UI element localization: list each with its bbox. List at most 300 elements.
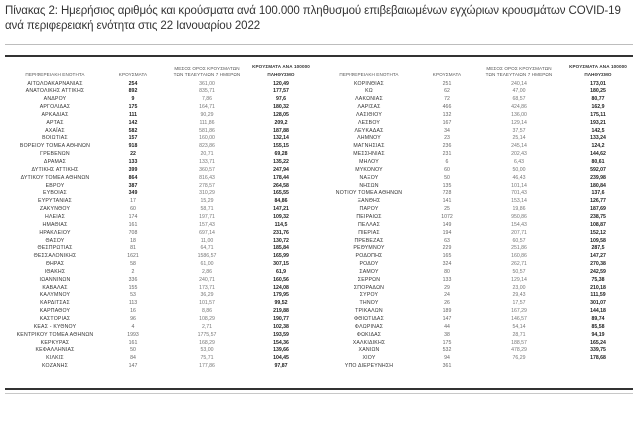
table-row <box>0 88 644 96</box>
avg7-cell: 36,29 <box>200 292 214 299</box>
rate-cell: 173,01 <box>590 80 606 87</box>
cases-cell: 892 <box>128 88 138 95</box>
avg7-cell: 950,86 <box>511 213 527 220</box>
table-row <box>0 253 644 261</box>
cases-cell: 728 <box>442 190 452 197</box>
avg7-cell: 154,43 <box>511 221 527 228</box>
rate-cell: 177,57 <box>273 88 289 95</box>
avg7-cell: 101,14 <box>511 182 527 189</box>
header-rate-line2: ΠΛΗΘΥΣΜΟ <box>267 72 295 77</box>
rate-cell: 126,77 <box>590 198 606 205</box>
region-cell: ΑΝΑΤΟΛΙΚΗΣ ΑΤΤΙΚΗΣ <box>25 88 85 95</box>
rate-cell: 178,44 <box>273 174 289 181</box>
avg7-cell: 101,57 <box>199 300 215 307</box>
bottom-rule-thick <box>5 388 633 390</box>
region-cell: ΑΧΑΪΑΣ <box>45 127 65 134</box>
avg7-cell: 1775,57 <box>197 331 217 338</box>
cases-cell: 60 <box>444 166 450 173</box>
region-cell: ΚΑΒΑΛΑΣ <box>42 284 68 291</box>
table-row <box>0 347 644 355</box>
avg7-cell: 153,14 <box>511 198 527 205</box>
rate-cell: 154,36 <box>273 339 289 346</box>
table-row <box>0 104 644 112</box>
rate-cell: 111,59 <box>590 292 606 299</box>
region-cell: ΑΡΚΑΔΙΑΣ <box>41 111 69 118</box>
cases-cell: 251 <box>442 80 452 87</box>
cases-cell: 175 <box>128 104 138 111</box>
region-cell: ΜΗΛΟΥ <box>359 159 379 165</box>
rate-cell: 155,15 <box>273 143 289 150</box>
avg7-cell: 310,29 <box>199 190 215 197</box>
rate-cell: 219,88 <box>273 308 289 315</box>
cases-cell: 399 <box>128 166 138 173</box>
table-row <box>0 128 644 136</box>
table-row <box>0 198 644 206</box>
avg7-cell: 28,71 <box>512 331 526 338</box>
rate-cell: 247,94 <box>273 166 289 173</box>
cases-cell: 149 <box>442 221 452 228</box>
region-cell: ΛΑΡΙΣΑΣ <box>357 104 381 111</box>
avg7-cell: 157,43 <box>199 221 215 228</box>
avg7-cell: 136,00 <box>511 111 527 118</box>
rate-cell: 120,49 <box>273 80 289 87</box>
avg7-cell: 197,71 <box>199 213 215 220</box>
cases-cell: 4 <box>131 323 135 330</box>
cases-cell: 34 <box>444 127 450 134</box>
avg7-cell: 160,86 <box>511 253 527 260</box>
region-cell: ΑΡΓΟΛΙΔΑΣ <box>39 104 71 111</box>
region-cell: ΕΥΒΟΙΑΣ <box>43 190 67 197</box>
cases-cell: 38 <box>444 331 450 338</box>
table-row <box>0 363 644 371</box>
table-row <box>0 261 644 269</box>
avg7-cell: 29,43 <box>512 292 526 299</box>
avg7-cell: 54,14 <box>512 323 526 330</box>
rate-cell: 109,32 <box>273 213 289 220</box>
rate-cell: 187,88 <box>273 127 289 134</box>
cases-cell: 155 <box>128 284 138 291</box>
header-avg7-line1: ΜΕΣΟΣ ΟΡΟΣ ΚΡΟΥΣΜΑΤΩΝ <box>174 66 240 71</box>
avg7-cell: 129,14 <box>511 276 527 283</box>
cases-cell: 236 <box>442 143 452 150</box>
cases-cell: 157 <box>128 135 138 142</box>
region-cell: ΖΑΚΥΝΘΟΥ <box>39 206 71 213</box>
header-rate-line1: ΚΡΟΥΣΜΑΤΑ ΑΝΑ 100000 <box>569 64 627 69</box>
rate-cell: 301,07 <box>590 300 606 307</box>
region-cell: ΜΕΣΣΗΝΙΑΣ <box>353 151 385 158</box>
table-row <box>0 206 644 214</box>
avg7-cell: 50,57 <box>512 268 526 275</box>
cases-cell: 174 <box>128 213 138 220</box>
rate-cell: 144,62 <box>590 151 606 158</box>
region-cell: ΦΛΩΡΙΝΑΣ <box>354 323 384 330</box>
cases-cell: 84 <box>130 355 136 362</box>
cases-cell: 167 <box>442 119 452 126</box>
table-row <box>0 190 644 198</box>
region-cell: ΗΛΕΙΑΣ <box>45 213 65 220</box>
avg7-cell: 278,57 <box>199 182 215 189</box>
region-cell: ΚΙΛΚΙΣ <box>46 355 64 362</box>
avg7-cell: 823,86 <box>199 143 215 150</box>
cases-cell: 254 <box>128 80 138 87</box>
cases-cell: 113 <box>128 300 138 307</box>
table-row <box>0 159 644 167</box>
avg7-cell: 50,00 <box>512 166 526 173</box>
region-cell: ΒΟΡΕΙΟΥ ΤΟΜΕΑ ΑΘΗΝΩΝ <box>19 143 91 150</box>
region-cell: ΚΟΖΑΝΗΣ <box>41 363 69 370</box>
rate-cell: 160,56 <box>273 276 289 283</box>
table-row <box>0 120 644 128</box>
rate-cell: 132,14 <box>273 135 289 142</box>
avg7-cell: 11,00 <box>200 237 214 244</box>
table-row <box>0 135 644 143</box>
rate-cell: 108,87 <box>590 221 606 228</box>
avg7-cell: 701,43 <box>511 190 527 197</box>
avg7-cell: 262,71 <box>511 261 527 268</box>
cases-cell: 165 <box>442 253 452 260</box>
avg7-cell: 76,29 <box>512 355 526 362</box>
avg7-cell: 146,57 <box>511 316 527 322</box>
avg7-cell: 245,14 <box>511 143 527 150</box>
header-cases: ΚΡΟΥΣΜΑΤΑ <box>432 72 462 77</box>
rate-cell: 104,45 <box>273 355 289 362</box>
cases-cell: 96 <box>130 316 136 322</box>
avg7-cell: 37,57 <box>512 127 526 134</box>
avg7-cell: 816,43 <box>199 174 215 181</box>
avg7-cell: 240,14 <box>511 80 527 87</box>
avg7-cell: 173,71 <box>199 284 215 291</box>
table-row <box>0 214 644 222</box>
cases-cell: 324 <box>442 261 452 268</box>
region-cell: ΔΥΤΙΚΗΣ ΑΤΤΙΚΗΣ <box>31 166 79 173</box>
region-cell: ΣΥΡΟΥ <box>359 292 379 299</box>
header-avg7-line2: ΤΩΝ ΤΕΛΕΥΤΑΙΩΝ 7 ΗΜΕΡΩΝ <box>485 72 553 77</box>
avg7-cell: 108,29 <box>199 316 215 322</box>
rate-cell: 84,86 <box>274 198 288 205</box>
cases-cell: 94 <box>444 355 450 362</box>
region-cell: ΦΘΙΩΤΙΔΑΣ <box>353 316 385 322</box>
table-row <box>0 112 644 120</box>
region-cell: ΚΑΡΠΑΘΟΥ <box>39 308 71 315</box>
avg7-cell: 133,71 <box>199 159 215 165</box>
region-cell: ΙΘΑΚΗΣ <box>44 268 66 275</box>
avg7-cell: 23,00 <box>512 284 526 291</box>
rate-cell: 238,75 <box>590 213 606 220</box>
avg7-cell: 8,86 <box>201 308 213 315</box>
region-cell: ΛΑΚΩΝΙΑΣ <box>355 96 383 103</box>
rate-cell: 85,58 <box>591 323 605 330</box>
table-row <box>0 222 644 230</box>
cases-cell: 23 <box>444 135 450 142</box>
cases-cell: 132 <box>442 111 452 118</box>
rate-cell: 264,58 <box>273 182 289 189</box>
bottom-rule-thin <box>5 393 633 394</box>
region-cell: ΜΑΓΝΗΣΙΑΣ <box>353 143 385 150</box>
region-cell: ΚΩ <box>365 88 373 95</box>
avg7-cell: 581,86 <box>199 127 215 134</box>
rate-cell: 133,24 <box>590 135 606 142</box>
avg7-cell: 160,00 <box>199 135 215 142</box>
cases-cell: 44 <box>444 323 450 330</box>
rate-cell: 190,77 <box>273 316 289 322</box>
avg7-cell: 424,86 <box>511 104 527 111</box>
rate-cell: 165,55 <box>273 190 289 197</box>
rate-cell: 242,59 <box>590 268 606 275</box>
cases-cell: 175 <box>442 339 452 346</box>
avg7-cell: 240,71 <box>199 276 215 283</box>
region-cell: ΗΡΑΚΛΕΙΟΥ <box>39 229 71 236</box>
avg7-cell: 19,86 <box>512 206 526 213</box>
region-cell: ΘΑΣΟΥ <box>45 237 65 244</box>
cases-cell: 194 <box>442 229 452 236</box>
avg7-cell: 164,71 <box>199 104 215 111</box>
cases-cell: 161 <box>128 221 138 228</box>
cases-cell: 1993 <box>127 331 139 338</box>
top-rule-thick <box>5 55 633 57</box>
rate-cell: 75,38 <box>591 276 605 283</box>
avg7-cell: 60,57 <box>512 237 526 244</box>
avg7-cell: 90,29 <box>200 111 214 118</box>
region-cell: ΛΕΥΚΑΔΑΣ <box>354 127 384 134</box>
avg7-cell: 111,86 <box>199 119 215 126</box>
region-cell: ΣΑΜΟΥ <box>359 268 379 275</box>
rate-cell: 135,22 <box>273 159 289 165</box>
region-cell: ΚΕΑΣ - ΚΥΘΝΟΥ <box>33 323 77 330</box>
avg7-cell: 168,29 <box>199 339 215 346</box>
region-cell: ΧΙΟΥ <box>362 355 376 362</box>
region-cell: ΝΟΤΙΟΥ ΤΟΜΕΑ ΑΘΗΝΩΝ <box>335 190 403 197</box>
region-cell: ΚΑΡΔΙΤΣΑΣ <box>40 300 70 307</box>
avg7-cell: 251,86 <box>511 245 527 252</box>
cases-cell: 81 <box>130 245 136 252</box>
rate-cell: 61,9 <box>275 268 287 275</box>
table-row <box>0 183 644 191</box>
avg7-cell: 167,29 <box>511 308 527 315</box>
rate-cell: 147,27 <box>590 253 606 260</box>
avg7-cell: 697,14 <box>199 229 215 236</box>
region-cell: ΡΟΔΟΠΗΣ <box>355 253 383 260</box>
region-cell: ΤΗΝΟΥ <box>359 300 379 307</box>
region-cell: ΙΩΑΝΝΙΝΩΝ <box>39 276 71 283</box>
cases-cell: 147 <box>442 316 452 322</box>
region-cell: ΘΗΡΑΣ <box>45 261 65 268</box>
avg7-cell: 17,57 <box>512 300 526 307</box>
cases-cell: 147 <box>128 363 138 370</box>
rate-cell: 97,6 <box>275 96 287 103</box>
cases-cell: 72 <box>444 96 450 103</box>
rate-cell: 180,84 <box>590 182 606 189</box>
region-cell: ΚΑΛΥΜΝΟΥ <box>39 292 71 299</box>
region-cell: ΠΙΕΡΙΑΣ <box>358 229 380 236</box>
region-cell: ΝΗΣΩΝ <box>359 182 379 189</box>
rate-cell: 128,05 <box>273 111 289 118</box>
region-cell: ΦΩΚΙΔΑΣ <box>356 331 382 338</box>
avg7-cell: 61,00 <box>200 261 214 268</box>
table-title: Πίνακας 2: Ημερήσιος αριθμός και κρούσματα ανά 100.000 πληθυσμού επιβεβαιωμένων εγχώριων κρουσμάτων COVID-19 ανά περιφερειακή ενότητα στις 22 Ιανουαρίου 2022 <box>5 5 621 32</box>
table-row <box>0 269 644 277</box>
table-row <box>0 230 644 238</box>
cases-cell: 22 <box>130 151 136 158</box>
cases-cell: 582 <box>128 127 138 134</box>
rate-cell: 239,98 <box>590 174 606 181</box>
region-cell: ΠΕΙΡΑΙΩΣ <box>356 213 382 220</box>
region-cell: ΚΑΣΤΟΡΙΑΣ <box>39 316 71 322</box>
region-cell: ΚΕΝΤΡΙΚΟΥ ΤΟΜΕΑ ΑΘΗΝΩΝ <box>16 331 94 338</box>
cases-cell: 336 <box>128 276 138 283</box>
header-region: ΠΕΡΙΦΕΡΕΙΑΚΗ ΕΝΟΤΗΤΑ <box>25 72 85 77</box>
header-rate-line2: ΠΛΗΘΥΣΜΟ <box>584 72 612 77</box>
table-row <box>0 285 644 293</box>
rate-cell: 592,07 <box>590 166 606 173</box>
cases-cell: 53 <box>130 292 136 299</box>
rate-cell: 178,68 <box>590 355 606 362</box>
cases-cell: 231 <box>442 151 452 158</box>
cases-cell: 9 <box>131 96 135 103</box>
cases-cell: 918 <box>128 143 138 150</box>
avg7-cell: 478,29 <box>511 347 527 354</box>
region-cell: ΛΕΣΒΟΥ <box>357 119 381 126</box>
avg7-cell: 7,86 <box>201 96 213 103</box>
rate-cell: 193,21 <box>590 119 606 126</box>
cases-cell: 62 <box>444 88 450 95</box>
table-row <box>0 96 644 104</box>
table-row <box>0 151 644 159</box>
cases-cell: 864 <box>128 174 138 181</box>
avg7-cell: 6,43 <box>513 159 525 165</box>
region-cell: ΕΥΡΥΤΑΝΙΑΣ <box>38 198 72 205</box>
region-cell: ΕΒΡΟΥ <box>45 182 65 189</box>
table-row <box>0 355 644 363</box>
table-row <box>0 332 644 340</box>
cases-cell: 58 <box>130 261 136 268</box>
table-row <box>0 300 644 308</box>
cases-cell: 142 <box>128 119 138 126</box>
cases-cell: 25 <box>444 206 450 213</box>
header-rate-line1: ΚΡΟΥΣΜΑΤΑ ΑΝΑ 100000 <box>252 64 310 69</box>
table-row <box>0 277 644 285</box>
avg7-cell: 360,57 <box>199 166 215 173</box>
avg7-cell: 75,71 <box>200 355 214 362</box>
cases-cell: 133 <box>442 276 452 283</box>
cases-cell: 18 <box>130 237 136 244</box>
region-cell: ΠΕΛΛΑΣ <box>357 221 380 228</box>
rate-cell: 185,84 <box>273 245 289 252</box>
region-cell: ΚΟΡΙΝΘΙΑΣ <box>354 80 384 87</box>
rate-cell: 339,75 <box>590 347 606 354</box>
cases-cell: 189 <box>442 308 452 315</box>
region-cell: ΓΡΕΒΕΝΩΝ <box>40 151 70 158</box>
region-cell: ΤΡΙΚΑΛΩΝ <box>355 308 383 315</box>
rate-cell: 180,32 <box>273 104 289 111</box>
avg7-cell: 15,29 <box>200 198 214 205</box>
table-row <box>0 175 644 183</box>
rate-cell: 179,95 <box>273 292 289 299</box>
table-row <box>0 245 644 253</box>
rate-cell: 180,25 <box>590 88 606 95</box>
avg7-cell: 25,14 <box>512 135 526 142</box>
rate-cell: 231,76 <box>273 229 289 236</box>
region-cell: ΚΕΦΑΛΛΗΝΙΑΣ <box>35 347 75 354</box>
avg7-cell: 177,86 <box>199 363 215 370</box>
cases-cell: 63 <box>444 237 450 244</box>
cases-cell: 29 <box>444 284 450 291</box>
cases-cell: 6 <box>445 159 449 165</box>
rate-cell: 124,08 <box>273 284 289 291</box>
cases-cell: 80 <box>444 268 450 275</box>
cases-cell: 708 <box>128 229 138 236</box>
rate-cell: 137,6 <box>591 190 605 197</box>
cases-cell: 17 <box>130 198 136 205</box>
rate-cell: 97,87 <box>274 363 288 370</box>
rate-cell: 307,15 <box>273 261 289 268</box>
header-avg7-line2: ΤΩΝ ΤΕΛΕΥΤΑΙΩΝ 7 ΗΜΕΡΩΝ <box>173 72 241 77</box>
rate-cell: 80,61 <box>591 159 605 165</box>
region-cell: ΒΟΙΩΤΙΑΣ <box>42 135 68 142</box>
cases-cell: 229 <box>442 245 452 252</box>
cases-cell: 16 <box>130 308 136 315</box>
avg7-cell: 58,71 <box>200 206 214 213</box>
table-row <box>0 167 644 175</box>
cases-cell: 361 <box>442 363 452 370</box>
region-cell: ΛΗΜΝΟΥ <box>357 135 381 142</box>
rate-cell: 147,21 <box>273 206 289 213</box>
region-cell: ΡΟΔΟΥ <box>359 261 379 268</box>
rate-cell: 94,19 <box>591 331 605 338</box>
cases-cell: 387 <box>128 182 138 189</box>
rate-cell: 175,11 <box>590 111 606 118</box>
rate-cell: 114,5 <box>274 221 288 228</box>
region-cell: ΔΡΑΜΑΣ <box>43 159 67 165</box>
cases-cell: 1621 <box>127 253 139 260</box>
header-region: ΠΕΡΙΦΕΡΕΙΑΚΗ ΕΝΟΤΗΤΑ <box>339 72 399 77</box>
header-cases: ΚΡΟΥΣΜΑΤΑ <box>118 72 148 77</box>
cases-cell: 135 <box>442 182 452 189</box>
region-cell: ΣΕΡΡΩΝ <box>357 276 381 283</box>
cases-cell: 349 <box>128 190 138 197</box>
cases-cell: 111 <box>128 111 138 118</box>
cases-cell: 161 <box>128 339 138 346</box>
avg7-cell: 46,43 <box>512 174 526 181</box>
rate-cell: 165,24 <box>590 339 606 346</box>
rate-cell: 102,38 <box>273 323 289 330</box>
table-row <box>0 292 644 300</box>
rate-cell: 162,9 <box>591 104 605 111</box>
rate-cell: 270,38 <box>590 261 606 268</box>
region-cell: ΘΕΣΠΡΩΤΙΑΣ <box>37 245 73 252</box>
cases-cell: 26 <box>444 300 450 307</box>
rate-cell: 210,18 <box>590 284 606 291</box>
avg7-cell: 202,43 <box>511 151 527 158</box>
region-cell: ΣΠΟΡΑΔΩΝ <box>353 284 385 291</box>
region-cell: ΧΑΛΚΙΔΙΚΗΣ <box>352 339 386 346</box>
rate-cell: 165,99 <box>273 253 289 260</box>
avg7-cell: 2,71 <box>201 323 213 330</box>
region-cell: ΜΥΚΟΝΟΥ <box>355 166 383 173</box>
rate-cell: 209,2 <box>274 119 288 126</box>
region-cell: ΞΑΝΘΗΣ <box>357 198 381 205</box>
avg7-cell: 188,57 <box>511 339 527 346</box>
cases-cell: 141 <box>442 198 452 205</box>
rate-cell: 142,5 <box>591 127 605 134</box>
cases-cell: 133 <box>128 159 138 165</box>
region-cell: ΠΑΡΟΥ <box>359 206 379 213</box>
cases-cell: 532 <box>442 347 452 354</box>
region-cell: ΝΑΞΟΥ <box>359 174 379 181</box>
rate-cell: 144,18 <box>590 308 606 315</box>
cases-cell: 1072 <box>441 213 453 220</box>
rate-cell: 187,69 <box>590 206 606 213</box>
region-cell: ΔΥΤΙΚΟΥ ΤΟΜΕΑ ΑΘΗΝΩΝ <box>20 174 90 181</box>
